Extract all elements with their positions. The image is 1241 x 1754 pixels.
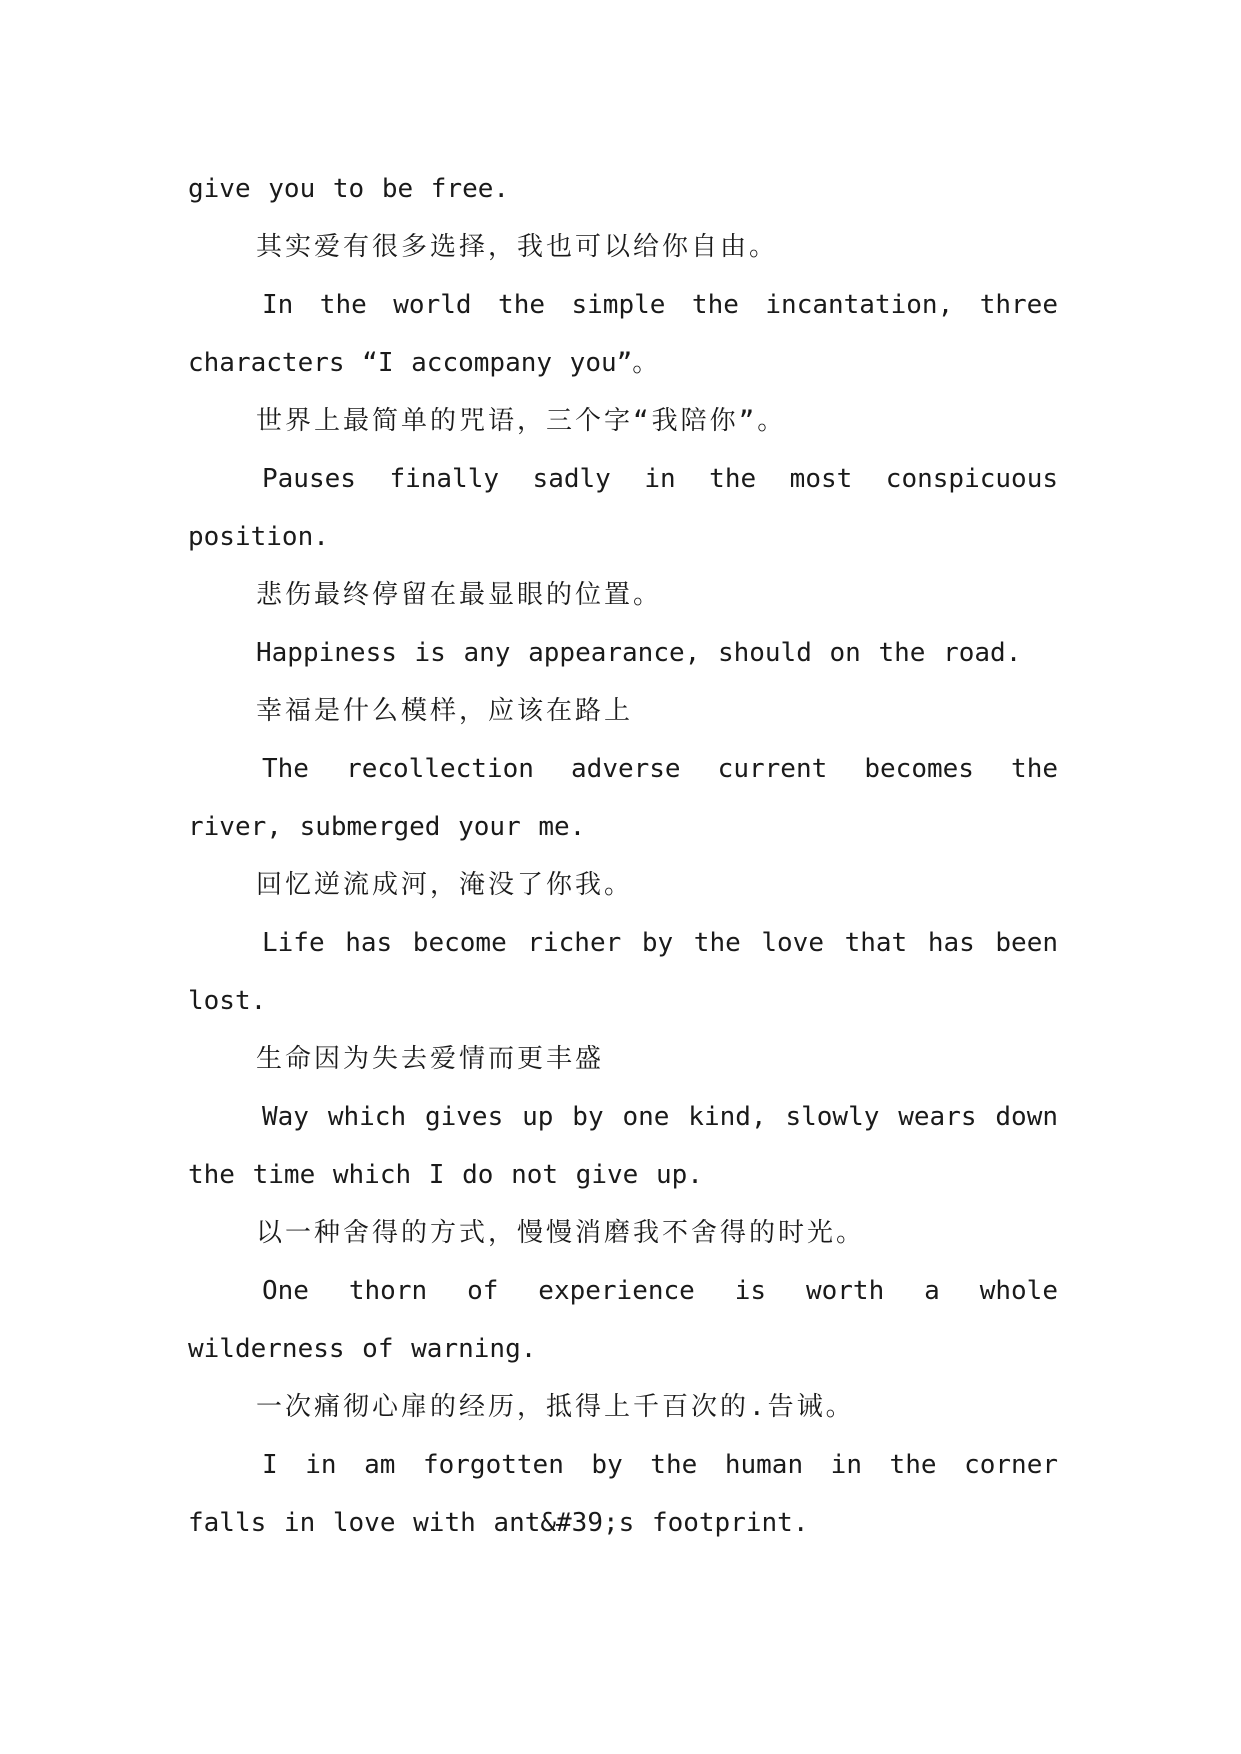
paragraph-zh: 生命因为失去爱情而更丰盛	[256, 1044, 605, 1074]
paragraph-en: I in am forgotten by the human in the corner falls in love with ant&#39;s footprint.	[188, 1450, 1058, 1538]
paragraph-en: Life has become richer by the love that has been lost.	[188, 928, 1058, 1016]
paragraph-zh: 一次痛彻心扉的经历，抵得上千百次的.告诫。	[256, 1392, 855, 1422]
document-body	[188, 160, 1058, 1552]
paragraph-en: In the world the simple the incantation, three characters “I accompany you”。	[188, 290, 1058, 378]
paragraph-zh: 回忆逆流成河，淹没了你我。	[256, 870, 634, 900]
paragraph-en: Way which gives up by one kind, slowly wears down the time which I do not give up.	[188, 1102, 1058, 1190]
paragraph-en: give you to be free.	[188, 174, 510, 204]
paragraph-zh: 其实爱有很多选择，我也可以给你自由。	[256, 232, 779, 262]
paragraph-zh: 幸福是什么模样，应该在路上	[256, 696, 634, 726]
paragraph-en: The recollection adverse current becomes the river, submerged your me.	[188, 754, 1058, 842]
paragraph-en: One thorn of experience is worth a whole wilderness of warning.	[188, 1276, 1058, 1364]
paragraph-zh: 悲伤最终停留在最显眼的位置。	[256, 580, 663, 610]
paragraph-en: Happiness is any appearance, should on the road.	[256, 638, 1022, 668]
paragraph-en: Pauses finally sadly in the most conspicuous position.	[188, 464, 1058, 552]
paragraph-zh: 世界上最简单的咒语，三个字“我陪你”。	[256, 406, 787, 436]
paragraph-zh: 以一种舍得的方式，慢慢消磨我不舍得的时光。	[256, 1218, 866, 1248]
